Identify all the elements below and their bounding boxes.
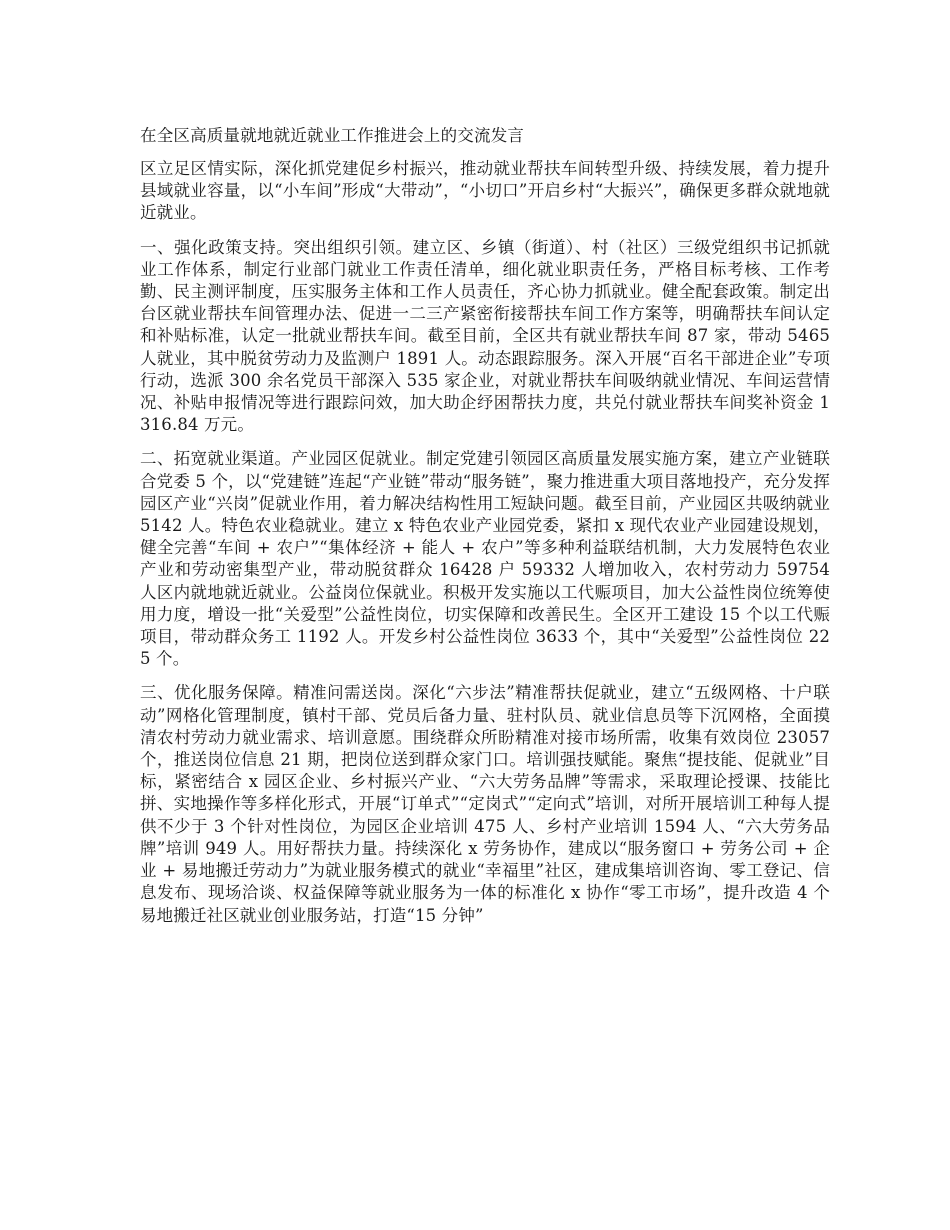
paragraph-policy-support: 一、强化政策支持。突出组织引领。建立区、乡镇（街道）、村（社区）三级党组织书记抓就业工作体系，制定行业部门就业工作责任清单，细化就业职责任务，严格目标考核、工作考勤、民主测评制度，压实服务主体和工作人员责任，齐心协力抓就业。健全配套政策。制定出台区就业帮扶车间管理办法、促进一二三产紧密衔接帮扶车间工作方案等，明确帮扶车间认定和补贴标准，认定一批就业帮扶车间。截至目前，全区共有就业帮扶车间 87 家，带动 5465 人就业，其中脱贫劳动力及监测户 1891 人。动态跟踪服务。深入开展“百名干部进企业”专项行动，选派 300 余名党员干部深入 535 家企业，对就业帮扶车间吸纳就业情况、车间运营情况、补贴申报情况等进行跟踪问效，加大助企纾困帮扶力度，共兑付就业帮扶车间奖补资金 1316.84 万元。 [140,237,830,435]
paragraph-service-guarantee: 三、优化服务保障。精准问需送岗。深化“六步法”精准帮扶促就业，建立“五级网格、十户联动”网格化管理制度，镇村干部、党员后备力量、驻村队员、就业信息员等下沉网格，全面摸清农村劳动力就业需求、培训意愿。围绕群众所盼精准对接市场所需，收集有效岗位 23057 个，推送岗位信息 21 期，把岗位送到群众家门口。培训强技赋能。聚焦“提技能、促就业”目标，紧密结合 x 园区企业、乡村振兴产业、“六大劳务品牌”等需求，采取理论授课、技能比拼、实地操作等多样化形式，开展“订单式”“定岗式”“定向式”培训，对所开展培训工种每人提供不少于 3 个针对性岗位，为园区企业培训 475 人、乡村产业培训 1594 人、“六大劳务品牌”培训 949 人。用好帮扶力量。持续深化 x 劳务协作，建成以“服务窗口 + 劳务公司 + 企业 + 易地搬迁劳动力”为就业服务模式的就业“幸福里”社区，建成集培训咨询、零工登记、信息发布、现场洽谈、权益保障等就业服务为一体的标准化 x 协作“零工市场”，提升改造 4 个易地搬迁社区就业创业服务站，打造“15 分钟” [140,683,830,925]
document-page [140,124,830,939]
document-title: 在全区高质量就地就近就业工作推进会上的交流发言 [140,126,525,145]
paragraph-employment-channels: 二、拓宽就业渠道。产业园区促就业。制定党建引领园区高质量发展实施方案，建立产业链联合党委 5 个，以“党建链”连起“产业链”带动“服务链”，聚力推进重大项目落地投产，充分发挥园区产业“兴岗”促就业作用，着力解决结构性用工短缺问题。截至目前，产业园区共吸纳就业 5142 人。特色农业稳就业。建立 x 特色农业产业园党委，紧扣 x 现代农业产业园建设规划，健全完善“车间 + 农户”“集体经济 + 能人 + 农户”等多种利益联结机制，大力发展特色农业产业和劳动密集型产业，带动脱贫群众 16428 户 59332 人增加收入，农村劳动力 59754 人区内就地就近就业。公益岗位保就业。积极开发实施以工代赈项目，加大公益性岗位统筹使用力度，增设一批“关爱型”公益性岗位，切实保障和改善民生。全区开工建设 15 个以工代赈项目，带动群众务工 1192 人。开发乡村公益性岗位 3633 个，其中“关爱型”公益性岗位 225 个。 [140,449,830,669]
paragraph-intro: 区立足区情实际，深化抓党建促乡村振兴，推动就业帮扶车间转型升级、持续发展，着力提升县域就业容量，以“小车间”形成“大带动”，“小切口”开启乡村“大振兴”，确保更多群众就地就近就业。 [140,159,830,223]
